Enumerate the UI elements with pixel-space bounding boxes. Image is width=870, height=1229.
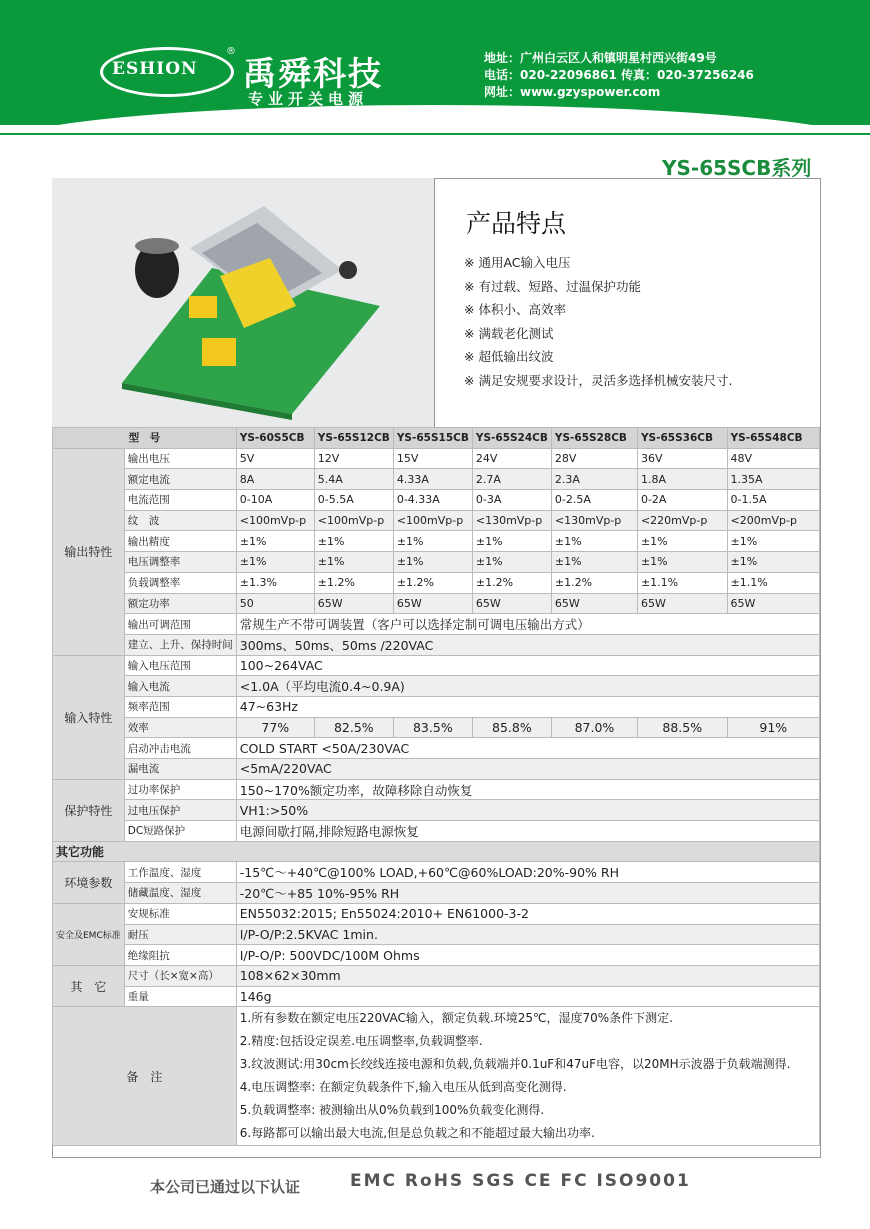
wide-cell: EN55032:2015; En55024:2010+ EN61000-3-2	[236, 903, 819, 924]
cell: 15V	[393, 448, 472, 469]
wide-cell: VH1:>50%	[236, 800, 819, 821]
spec-row	[53, 448, 820, 469]
header-swoosh	[0, 105, 870, 145]
cell: <100mVp-p	[314, 510, 393, 531]
spec-row	[53, 759, 820, 780]
cell: 87.0%	[551, 717, 637, 738]
row-label: 效率	[124, 717, 236, 738]
cell: ±1%	[314, 531, 393, 552]
contact-info	[484, 50, 754, 101]
row-label: 安规标准	[124, 903, 236, 924]
spec-row	[53, 696, 820, 717]
spec-row	[53, 903, 820, 924]
row-label: 负载调整率	[124, 572, 236, 593]
spec-row	[53, 469, 820, 490]
row-label: 工作温度、湿度	[124, 862, 236, 883]
wide-cell: I/P-O/P:2.5KVAC 1min.	[236, 924, 819, 945]
logo-text: ESHION	[112, 59, 198, 79]
cell: <130mVp-p	[472, 510, 551, 531]
section-row	[53, 841, 820, 862]
wide-cell: COLD START <50A/230VAC	[236, 738, 819, 759]
wide-cell: -15℃～+40℃@100% LOAD,+60℃@60%LOAD:20%-90% RH	[236, 862, 819, 883]
spec-row	[53, 552, 820, 573]
series-title: YS-65SCB系列	[662, 156, 812, 180]
feature-item: ※ 满足安规要求设计，灵活多选择机械安装尺寸.	[464, 372, 733, 388]
cell: ±1%	[472, 552, 551, 573]
model-name: YS-65S28CB	[551, 428, 637, 449]
wide-cell: I/P-O/P: 500VDC/100M Ohms	[236, 945, 819, 966]
spec-row	[53, 614, 820, 635]
cell: 5V	[236, 448, 314, 469]
pcb-image	[52, 178, 434, 427]
wide-cell: 300ms、50ms、50ms /220VAC	[236, 634, 819, 655]
cell: ±1%	[551, 531, 637, 552]
row-label: 输入电流	[124, 676, 236, 697]
wide-cell: 146g	[236, 986, 819, 1007]
cell: 65W	[551, 593, 637, 614]
spec-row	[53, 779, 820, 800]
spec-row	[53, 655, 820, 676]
cell: ±1%	[236, 552, 314, 573]
certification-logos: EMC RoHS SGS CE FC ISO9001	[350, 1171, 691, 1191]
spec-row	[53, 738, 820, 759]
spec-row	[53, 490, 820, 511]
wide-cell: 常规生产不带可调装置（客户可以选择定制可调电压输出方式）	[236, 614, 819, 635]
cell: ±1%	[637, 531, 727, 552]
cell: 91%	[727, 717, 819, 738]
model-name: YS-65S24CB	[472, 428, 551, 449]
misc-group-label: 其 它	[53, 965, 125, 1006]
cell: 85.8%	[472, 717, 551, 738]
cell: <130mVp-p	[551, 510, 637, 531]
spec-row	[53, 821, 820, 842]
features-list	[464, 251, 732, 393]
cell: <200mVp-p	[727, 510, 819, 531]
note-line: 4.电压调整率: 在额定负载条件下,输入电压从低到高变化测得.	[239, 1080, 567, 1095]
wide-cell: -20℃～+85 10%-95% RH	[236, 883, 819, 904]
cell: <100mVp-p	[236, 510, 314, 531]
cell: ±1%	[236, 531, 314, 552]
product-photo	[52, 178, 435, 427]
cell: 2.3A	[551, 469, 637, 490]
note-line: 6.每路都可以输出最大电流,但是总负载之和不能超过最大输出功率.	[239, 1126, 595, 1141]
cell: 0-10A	[236, 490, 314, 511]
cell: 65W	[472, 593, 551, 614]
output-group-label: 输出特性	[53, 448, 125, 655]
cell: ±1.1%	[727, 572, 819, 593]
model-name: YS-60S5CB	[236, 428, 314, 449]
cell: 0-2.5A	[551, 490, 637, 511]
cell: 65W	[393, 593, 472, 614]
spec-row	[53, 924, 820, 945]
row-label: 输出精度	[124, 531, 236, 552]
cell: 28V	[551, 448, 637, 469]
row-label: 电流范围	[124, 490, 236, 511]
cell: 0-5.5A	[314, 490, 393, 511]
cell: <220mVp-p	[637, 510, 727, 531]
cell: ±1.3%	[236, 572, 314, 593]
row-label: 额定电流	[124, 469, 236, 490]
feature-item: ※ 满载老化测试	[464, 325, 554, 341]
row-label: 过功率保护	[124, 779, 236, 800]
wide-cell: <1.0A（平均电流0.4~0.9A)	[236, 676, 819, 697]
cell: 65W	[314, 593, 393, 614]
row-label: 建立、上升、保持时间	[124, 634, 236, 655]
spec-row	[53, 572, 820, 593]
cell: <100mVp-p	[393, 510, 472, 531]
spec-row	[53, 945, 820, 966]
row-label: 纹 波	[124, 510, 236, 531]
model-name: YS-65S12CB	[314, 428, 393, 449]
cell: 0-3A	[472, 490, 551, 511]
cell: 1.35A	[727, 469, 819, 490]
cell: ±1%	[727, 552, 819, 573]
cell: 0-1.5A	[727, 490, 819, 511]
model-name: YS-65S15CB	[393, 428, 472, 449]
cell: 83.5%	[393, 717, 472, 738]
spec-row	[53, 883, 820, 904]
certification-label: 本公司已通过以下认证	[150, 1178, 301, 1196]
cell: 88.5%	[637, 717, 727, 738]
cell: ±1.2%	[314, 572, 393, 593]
cell: 65W	[637, 593, 727, 614]
cell: 36V	[637, 448, 727, 469]
protection-group-label: 保护特性	[53, 779, 125, 841]
row-label: 漏电流	[124, 759, 236, 780]
feature-item: ※ 通用AC输入电压	[464, 255, 571, 270]
input-group-label: 输入特性	[53, 655, 125, 779]
row-label: 重量	[124, 986, 236, 1007]
cell: 48V	[727, 448, 819, 469]
model-name: YS-65S48CB	[727, 428, 819, 449]
cell: ±1%	[393, 531, 472, 552]
cell: 2.7A	[472, 469, 551, 490]
cell: ±1.1%	[637, 572, 727, 593]
row-label: 启动冲击电流	[124, 738, 236, 759]
cell: 1.8A	[637, 469, 727, 490]
model-name: YS-65S36CB	[637, 428, 727, 449]
wide-cell: 47~63Hz	[236, 696, 819, 717]
safety-group-label: 安全及EMC标准	[53, 903, 125, 965]
feature-item: ※ 超低输出纹波	[464, 349, 554, 365]
wide-cell: 电源间歇打隔,排除短路电源恢复	[236, 821, 819, 842]
cell: 12V	[314, 448, 393, 469]
cell: 82.5%	[314, 717, 393, 738]
wide-cell: 108×62×30mm	[236, 965, 819, 986]
cell: ±1%	[551, 552, 637, 573]
company-tagline: 专业开关电源	[248, 90, 369, 108]
model-header-row	[53, 428, 820, 449]
cell: 0-2A	[637, 490, 727, 511]
row-label: 耐压	[124, 924, 236, 945]
spec-row	[53, 717, 820, 738]
other-functions-title: 其它功能	[53, 841, 820, 862]
cell: ±1.2%	[472, 572, 551, 593]
cell: ±1%	[637, 552, 727, 573]
cell: ±1%	[314, 552, 393, 573]
spec-row	[53, 531, 820, 552]
note-line: 5.负载调整率: 被测输出从0%负载到100%负载变化测得.	[239, 1103, 545, 1118]
features-title: 产品特点	[466, 209, 567, 238]
spec-row	[53, 800, 820, 821]
row-label: 绝缘阻抗	[124, 945, 236, 966]
feature-item: ※ 体积小、高效率	[464, 302, 566, 318]
wide-cell: 100~264VAC	[236, 655, 819, 676]
row-label: 额定功率	[124, 593, 236, 614]
spec-row	[53, 986, 820, 1007]
row-label: DC短路保护	[124, 821, 236, 842]
spec-row	[53, 862, 820, 883]
cell: ±1.2%	[393, 572, 472, 593]
notes-cell	[236, 1007, 819, 1146]
row-label: 电压调整率	[124, 552, 236, 573]
note-line: 2.精度:包括设定误差.电压调整率,负载调整率.	[239, 1034, 483, 1049]
website: 网址：www.gzyspower.com	[484, 85, 661, 99]
cell: 0-4.33A	[393, 490, 472, 511]
spec-table	[52, 427, 820, 1146]
cell: ±1%	[393, 552, 472, 573]
spec-row	[53, 593, 820, 614]
cell: 8A	[236, 469, 314, 490]
company-name: 禹舜科技	[243, 54, 383, 93]
spec-row	[53, 510, 820, 531]
cell: 77%	[236, 717, 314, 738]
row-label: 过电压保护	[124, 800, 236, 821]
row-label: 尺寸（长×宽×高）	[124, 965, 236, 986]
note-line: 1.所有参数在额定电压220VAC输入，额定负载.环境25℃，湿度70%条件下测定.	[239, 1011, 673, 1026]
row-label: 输入电压范围	[124, 655, 236, 676]
model-label: 型 号	[53, 428, 237, 449]
feature-item: ※ 有过载、短路、过温保护功能	[464, 278, 641, 294]
row-label: 输出电压	[124, 448, 236, 469]
cell: 65W	[727, 593, 819, 614]
spec-row	[53, 676, 820, 697]
cell: 50	[236, 593, 314, 614]
notes-group-label: 备 注	[53, 1007, 237, 1146]
cell: 5.4A	[314, 469, 393, 490]
cell: ±1%	[727, 531, 819, 552]
cell: ±1%	[472, 531, 551, 552]
spec-row	[53, 634, 820, 655]
cell: ±1.2%	[551, 572, 637, 593]
wide-cell: 150~170%额定功率，故障移除自动恢复	[236, 779, 819, 800]
note-line: 3.纹波测试:用30cm长绞线连接电源和负载,负载端并0.1uF和47uF电容，以20MH示波器于负载端测得.	[239, 1057, 791, 1072]
row-label: 输出可调范围	[124, 614, 236, 635]
header-divider	[0, 133, 870, 135]
phone-fax: 电话：020-22096861 传真：020-37256246	[484, 68, 754, 82]
notes-row	[53, 1007, 820, 1146]
row-label: 储藏温度、湿度	[124, 883, 236, 904]
env-group-label: 环境参数	[53, 862, 125, 903]
address: 地址：广州白云区人和镇明星村西兴街49号	[484, 51, 717, 65]
registered-mark: ®	[226, 46, 236, 57]
spec-row	[53, 965, 820, 986]
cell: 4.33A	[393, 469, 472, 490]
row-label: 频率范围	[124, 696, 236, 717]
cell: 24V	[472, 448, 551, 469]
wide-cell: <5mA/220VAC	[236, 759, 819, 780]
